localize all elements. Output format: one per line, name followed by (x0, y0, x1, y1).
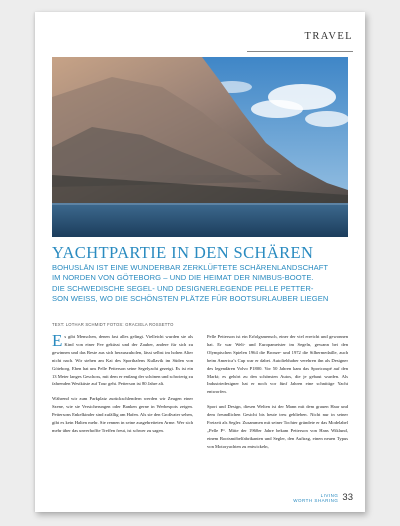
body-paragraph: Sport und Design, diesen Welten ist der Mann mit dem grauen Haar und dem freundlichen Gesicht bis heute treu geblieben. Nicht nur in seiner Freizeit als Segler. Zusammen mit seiner Tochter gründete er das Modelabel „Pelle P“. Mitte der 1960er Jahre bekam Petterson von Hans Wiklund, einem Bootsmöbelfabrikanten und Segler, den Auftrag, einen neuen Typus von Motoryachten zu entwickeln, (207, 404, 348, 449)
page-footer (293, 493, 353, 503)
lead-line: SON WEISS, WO DIE SCHÖNSTEN PLÄTZE FÜR BOOTSURLAUBER LIEGEN (52, 294, 329, 304)
section-rule (247, 51, 353, 52)
magazine-logo: LIVING WORTH SHARING (293, 493, 339, 503)
magazine-page (35, 12, 365, 512)
hero-landscape (52, 57, 348, 237)
lead-line: IM NORDEN VON GÖTEBORG – UND DIE HEIMAT DER NIMBUS-BOOTE. (52, 273, 314, 283)
article-lead (52, 263, 352, 305)
page-number: 33 (342, 492, 353, 503)
body-column-right (207, 333, 348, 458)
body-paragraph: Pelle Petterson ist ein Erfolgsmensch, einer der viel erreicht und gewonnen hat. Er war Welt- und Europameister im Segeln, gewann bei den Olympischen Spielen 1964 die Bronze- und 1972 die Silbermedaille, auch beim America’s Cup war er dabei. Autoliebhaber verehren ihn als Designer des legendären Volvo P1800. Vor 50 Jahren kam das Sportcoupé auf den Markt; es gehört zu den schönsten Autos, die je gebaut wurden. Als Industriedesigner hat er noch vor fünf Jahren eine schnittige Yacht entworfen. (207, 334, 348, 395)
article-credits: TEXT: LOTHAR SCHMIDT FOTOS: GRACIELA ROSSETTO (52, 322, 174, 327)
lead-line: DIE SCHWEDISCHE SEGEL- UND DESIGNERLEGENDE PELLE PETTER- (52, 283, 314, 293)
body-paragraph: Es gibt Menschen, denen fast alles gelingt. Vielleicht wurden sie als Kind von einer Fee geküsst und der Zauber, andere für sich zu gewinnen und das Beste aus sich herauszuholen, lässt selbst im hohen Alter nicht nach. Wir stehen am Kai des Sporthafens Kullavik im Süden von Göteborg. Eben hat uns Pelle Petterson seine Segelyacht gezeigt. Es ist ein 13 Meter langes Geschoss, mit dem er entlang der schönen und schwierig zu fahrenden Westküste auf Tour geht. Petterson ist 80 Jahre alt. (52, 331, 193, 387)
hero-photo (52, 57, 348, 237)
section-label: TRAVEL (304, 31, 353, 42)
lead-line: BOHUSLÄN IST EINE WUNDERBAR ZERKLÜFTETE SCHÄRENLANDSCHAFT (52, 263, 329, 272)
body-paragraph: Während wir zum Parkplatz zurückschlendern werden wir Zeugen einer Szene, wie sie Versicherungen oder Banken gerne in Werbespots zeigen. Pettersons Enkelkinder sind zufällig am Hafen. Als sie den Großvater sehen, gibt es kein Halten mehr. Sie rennen in seine ausgebreiteten Arme. Wer sich mehr über das unverhoffte Treffen freut, ist schwer zu sagen. (52, 396, 193, 433)
drop-cap: E (52, 331, 63, 350)
article-headline: YACHTPARTIE IN DEN SCHÄREN (52, 243, 314, 262)
body-column-left (52, 333, 193, 442)
